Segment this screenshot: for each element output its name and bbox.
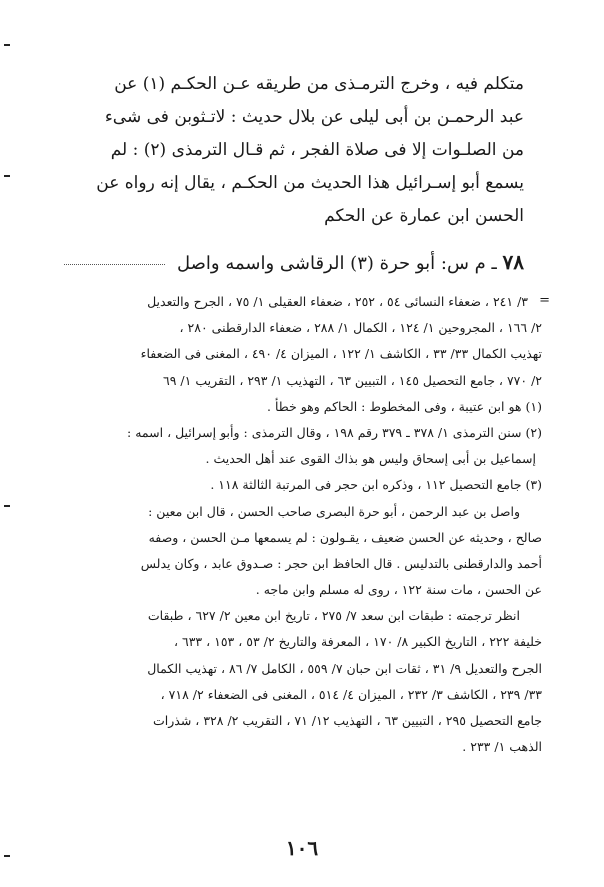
footnote-line: أحمد والدارقطنى بالتدليس . قال الحافظ ابن حجر : صـدوق عابد ، وكان يدلس bbox=[140, 555, 542, 571]
page-number: ١٠٦ bbox=[285, 836, 319, 860]
footnote-line: تهذيب الكمال ٣٣/ ٣٣ ، الكاشف ١/ ١٢٢ ، الميزان ٤/ ٤٩٠ ، المغنى فى الضعفاء bbox=[140, 346, 542, 362]
footnote-line: الجرح والتعديل ٩/ ٣١ ، ثقات ابن حبان ٧/ ٥٥٩ ، الكامل ٧/ ٨٦ ، تهذيب الكمال bbox=[147, 660, 542, 676]
edge-mark bbox=[4, 505, 10, 507]
footnote-line: خليفة ٢٢٢ ، التاريخ الكبير ٨/ ١٧٠ ، المعرفة والتاريخ ٢/ ٥٣ ، ١٥٣ ، ٦٣٣ ، bbox=[173, 634, 542, 650]
edge-mark bbox=[4, 175, 10, 177]
footnote-line: ٢/ ٧٧٠ ، جامع التحصيل ١٤٥ ، التبيين ٦٣ ، التهذيب ١/ ٢٩٣ ، التقريب ١/ ٦٩ bbox=[163, 372, 542, 388]
footnote-line: ٣/ ٢٤١ ، ضعفاء النسائى ٥٤ ، ٢٥٢ ، ضعفاء العقيلى ١/ ٧٥ ، الجرح والتعديل bbox=[147, 294, 528, 309]
main-text-line: الحسن ابن عمارة عن الحكم bbox=[324, 206, 524, 226]
main-text-line: من الصلـوات إلا فى صلاة الفجر ، ثم قـال الترمذى (٢) : لم bbox=[110, 140, 524, 160]
footnotes bbox=[52, 289, 542, 760]
entry-title: ـ م س: أبو حرة (٣) الرقاشى واسمه واصل bbox=[176, 253, 497, 274]
footnote-line: ٣٣/ ٢٣٩ ، الكاشف ٣/ ٢٣٢ ، الميزان ٤/ ٥١٤ ، المغنى فى الضعفاء ٢/ ٧١٨ ، bbox=[160, 686, 542, 702]
dotted-leader bbox=[64, 264, 165, 265]
edge-mark bbox=[4, 44, 10, 46]
footnote-line: إسماعيل بن أبى إسحاق وليس هو بذاك القوى عند أهل الحديث . bbox=[205, 451, 536, 467]
main-text-line: يسمع أبو إسـرائيل هذا الحديث من الحكـم ، يقال إنه رواه عن bbox=[96, 173, 524, 193]
footnote-line: الذهب ١/ ٢٣٣ . bbox=[462, 739, 542, 755]
footnote-line: ٢/ ١٦٦ ، المجروحين ١/ ١٢٤ ، الكمال ١/ ٢٨٨ ، ضعفاء الدارقطنى ٢٨٠ ، bbox=[179, 320, 542, 336]
footnote-line: صالح ، وحديثه عن الحسن ضعيف ، يقـولون : لم يسمعها مـن الحسن ، وصفه bbox=[148, 529, 542, 545]
footnote-line: (٢) سنن الترمذى ١/ ٣٧٨ ـ ٣٧٩ رقم ١٩٨ ، وقال الترمذى : وأبو إسرائيل ، اسمه : bbox=[127, 424, 542, 440]
main-text bbox=[79, 68, 524, 233]
continuation-mark: = bbox=[539, 293, 550, 308]
footnote-line: عن الحسن ، مات سنة ١٢٢ ، روى له مسلم وابن ماجه . bbox=[255, 582, 542, 598]
entry-heading bbox=[64, 244, 524, 280]
main-text-line: متكلم فيه ، وخرج الترمـذى من طريقه عـن الحكـم (١) عن bbox=[114, 74, 524, 94]
footnote-line: جامع التحصيل ٢٩٥ ، التبيين ٦٣ ، التهذيب ١٢/ ٧١ ، التقريب ٢/ ٣٢٨ ، شذرات bbox=[153, 713, 542, 728]
footnote-line: انظر ترجمته : طبقات ابن سعد ٧/ ٢٧٥ ، تاريخ ابن معين ٢/ ٦٢٧ ، طبقات bbox=[147, 608, 520, 624]
footnote-line: واصل بن عبد الرحمن ، أبو حرة البصرى صاحب الحسن ، قال ابن معين : bbox=[148, 503, 520, 519]
footnote-line: (١) هو ابن عتيبة ، وفى المخطوط : الحاكم وهو خطأ . bbox=[267, 398, 542, 414]
main-text-line: عبد الرحمـن بن أبى ليلى عن بلال حديث : لاتـثوبن فى شىء bbox=[104, 107, 524, 127]
footnote-line: (٣) جامع التحصيل ١١٢ ، وذكره ابن حجر فى المرتبة الثالثة ١١٨ . bbox=[210, 477, 542, 493]
entry-number: ٧٨ bbox=[502, 250, 524, 274]
